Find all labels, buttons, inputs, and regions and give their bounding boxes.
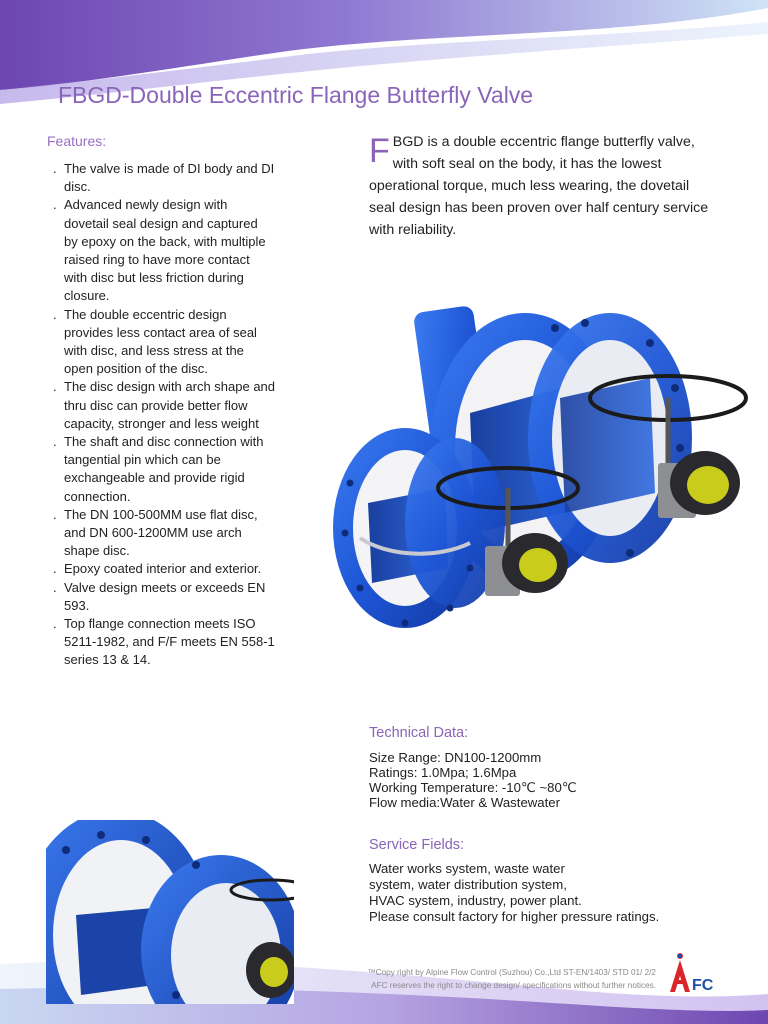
list-item: . The DN 100-500MM use flat disc, and DN 600-1200MM use arch shape disc.: [50, 506, 275, 561]
technical-line: Ratings: 1.0Mpa; 1.6Mpa: [369, 765, 517, 780]
butterfly-valve-illustration: [320, 288, 760, 633]
copyright-line: ™Copy right by Alpine Flow Control (Suzhou) Co.,Ltd ST-EN/1403/ STD 01/ 2/2: [367, 968, 656, 977]
small-valve-body: [333, 428, 505, 628]
page-title: FBGD-Double Eccentric Flange Butterfly Valve: [58, 82, 534, 108]
list-item: . The double eccentric design provides less contact area of seal with disc, and less stress at the open position of the disc.: [50, 306, 275, 379]
list-item: . Valve design meets or exceeds EN 593.: [50, 579, 275, 615]
technical-data-heading: Technical Data:: [369, 725, 469, 741]
technical-line: Size Range: DN100-1200mm: [369, 750, 542, 765]
service-line: Please consult factory for higher pressure ratings.: [369, 909, 660, 924]
technical-line: Flow media:Water & Wastewater: [369, 795, 561, 810]
list-item: . The valve is made of DI body and DI disc.: [50, 160, 275, 196]
intro-text: BGD is a double eccentric flange butterfly valve, with soft seal on the body, it has the lowest operational torque, much less wearing, the dovetail seal design has been proven over half century service with reliability.: [369, 134, 709, 238]
afc-logo: [662, 950, 726, 996]
butterfly-valve-photo: [46, 820, 294, 1004]
dropcap: F: [369, 132, 390, 170]
list-item: . The shaft and disc connection with tangential pin which can be exchangeable and provide rigid connection.: [50, 433, 275, 506]
list-item: . The disc design with arch shape and thru disc can provide better flow capacity, stronger and less weight: [50, 378, 275, 433]
service-line: Water works system, waste water: [369, 861, 565, 876]
intro-paragraph: [369, 131, 719, 241]
list-item: . Epoxy coated interior and exterior.: [50, 560, 275, 578]
technical-line: Working Temperature: -10℃ ~80℃: [369, 780, 577, 795]
service-line: system, water distribution system,: [369, 877, 567, 892]
copyright-notice: [367, 966, 656, 992]
service-fields-heading: Service Fields:: [369, 837, 465, 853]
service-line: HVAC system, industry, power plant.: [369, 893, 582, 908]
technical-data-block: [369, 750, 577, 810]
logo-text: FC: [692, 977, 714, 994]
features-heading: Features:: [47, 133, 107, 149]
copyright-line: AFC reserves the right to change design/ specifications without further notices.: [371, 981, 656, 990]
list-item: . Advanced newly design with dovetail seal design and captured by epoxy on the back, with multiple raised ring to have more contact with disc but less friction during closure.: [50, 196, 275, 305]
list-item: . Top flange connection meets ISO 5211-1982, and F/F meets EN 558-1 series 13 & 14.: [50, 615, 275, 670]
features-list: [50, 160, 275, 670]
